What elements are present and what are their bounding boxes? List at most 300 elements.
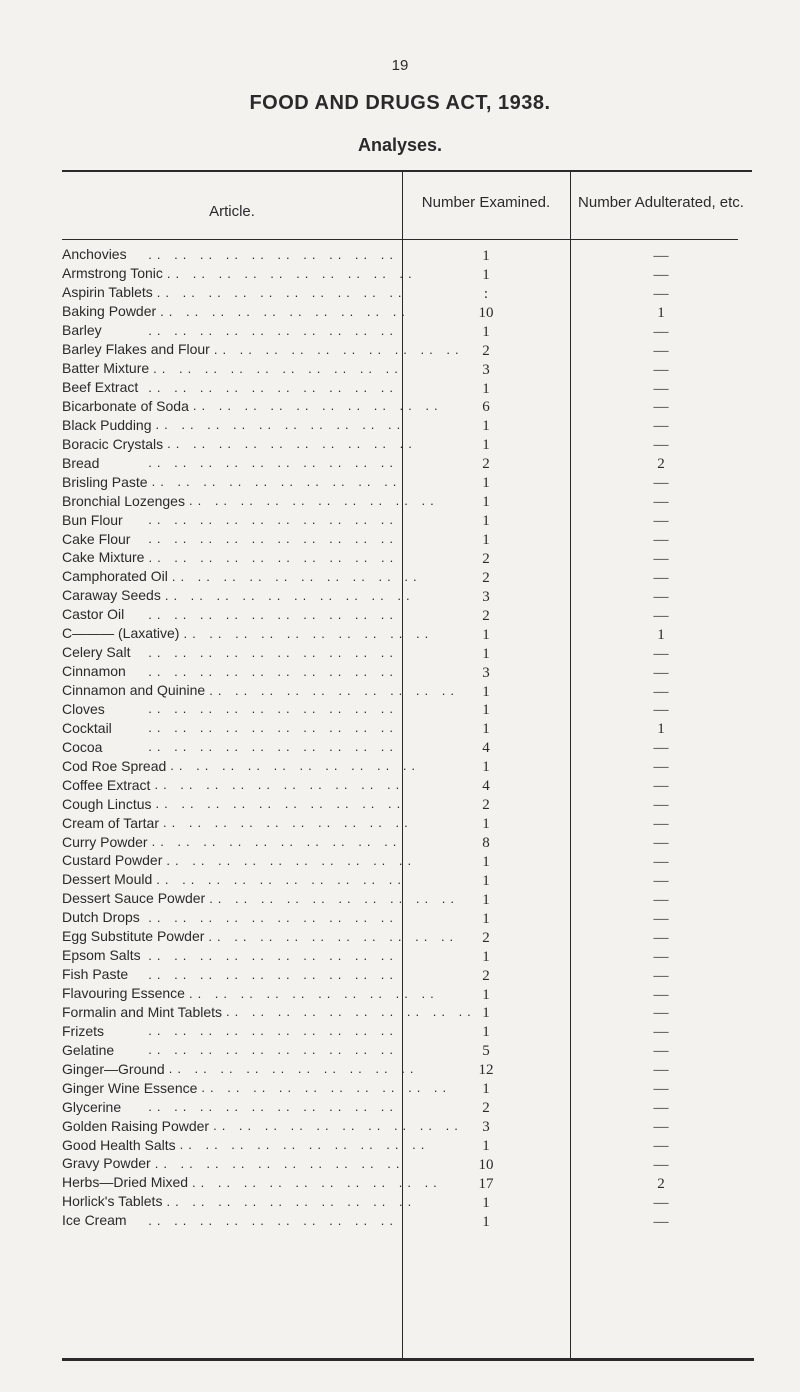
- number-examined-cell: 8: [482, 835, 490, 852]
- article-cell: [62, 681, 459, 700]
- article-name: Ginger—Ground: [62, 1061, 169, 1077]
- number-adulterated-cell: 1: [657, 721, 665, 738]
- dot-leader: .. .. .. .. .. .. .. .. .. ..: [213, 341, 464, 357]
- article-name: Dessert Mould: [62, 871, 156, 887]
- table-row: [62, 832, 754, 851]
- article-cell: [62, 302, 410, 321]
- number-examined-cell: 2: [482, 342, 490, 359]
- number-adulterated-cell: —: [653, 664, 669, 681]
- article-cell: [62, 415, 406, 434]
- number-examined-cell: 1: [482, 721, 490, 738]
- table-row: [62, 1135, 754, 1154]
- table-row: [62, 775, 754, 794]
- table-row: [62, 586, 754, 605]
- article-cell: [62, 378, 398, 397]
- number-adulterated-cell: —: [653, 986, 669, 1003]
- article-cell: [62, 359, 403, 378]
- number-adulterated-cell: —: [653, 1024, 669, 1041]
- number-adulterated-cell: —: [653, 1194, 669, 1211]
- table-row: [62, 946, 754, 965]
- article-name: Coffee Extract: [62, 777, 154, 793]
- table-row: [62, 737, 754, 756]
- table-row: [62, 264, 754, 283]
- number-adulterated-cell: —: [653, 702, 669, 719]
- number-adulterated-cell: —: [653, 588, 669, 605]
- table-row: [62, 434, 754, 453]
- number-examined-cell: 1: [482, 418, 490, 435]
- article-cell: [62, 1173, 442, 1192]
- number-examined-cell: 6: [482, 399, 490, 416]
- article-name: Fish Paste: [62, 966, 132, 982]
- number-examined-cell: 1: [482, 702, 490, 719]
- dot-leader: .. .. .. .. .. .. .. .. .. ..: [156, 871, 407, 887]
- dot-leader: .. .. .. .. .. .. .. .. .. ..: [153, 360, 403, 376]
- number-adulterated-cell: —: [653, 872, 669, 889]
- article-name: C——— (Laxative): [62, 625, 183, 641]
- table-row: [62, 1003, 754, 1022]
- dot-leader: .. .. .. .. .. .. .. .. .. ..: [166, 852, 417, 868]
- dot-leader: .. .. .. .. .. .. .. .. .. ..: [148, 947, 398, 963]
- article-cell: [62, 1003, 476, 1022]
- number-examined-cell: 1: [482, 380, 490, 397]
- article-name: Cloves: [62, 701, 109, 717]
- number-adulterated-cell: —: [653, 1119, 669, 1136]
- header-article: Article.: [209, 203, 255, 220]
- dot-leader: .. .. .. .. .. .. .. .. .. ..: [148, 455, 398, 471]
- article-name: Cake Mixture: [62, 549, 148, 565]
- table-row: [62, 321, 754, 340]
- table-row: [62, 1192, 754, 1211]
- table-row: [62, 870, 754, 889]
- article-name: Golden Raising Powder: [62, 1118, 213, 1134]
- article-cell: [62, 851, 417, 870]
- table-row: [62, 984, 754, 1003]
- table-row: [62, 965, 754, 984]
- number-adulterated-cell: —: [653, 835, 669, 852]
- number-examined-cell: 1: [482, 323, 490, 340]
- number-adulterated-cell: —: [653, 513, 669, 530]
- header-number-examined: Number Examined.: [421, 194, 551, 211]
- article-name: Cake Flour: [62, 531, 134, 547]
- dot-leader: .. .. .. .. .. .. .. .. .. ..: [188, 493, 439, 509]
- table-row: [62, 359, 754, 378]
- number-examined-cell: 5: [482, 1043, 490, 1060]
- article-name: Camphorated Oil: [62, 568, 172, 584]
- table-row: [62, 756, 754, 775]
- article-cell: [62, 340, 464, 359]
- article-cell: [62, 510, 398, 529]
- table-row: [62, 1021, 754, 1040]
- article-name: Boracic Crystals: [62, 436, 167, 452]
- article-cell: [62, 1192, 417, 1211]
- table-row: [62, 700, 754, 719]
- number-adulterated-cell: —: [653, 1005, 669, 1022]
- number-examined-cell: 2: [482, 569, 490, 586]
- article-name: Aspirin Tablets: [62, 284, 157, 300]
- article-cell: [62, 1211, 398, 1230]
- number-examined-cell: 1: [482, 475, 490, 492]
- number-adulterated-cell: —: [653, 1213, 669, 1230]
- dot-leader: .. .. .. .. .. .. .. .. .. ..: [163, 815, 413, 831]
- dot-leader: .. .. .. .. .. .. .. .. .. ..: [148, 606, 398, 622]
- dot-leader: .. .. .. .. .. .. .. .. .. ..: [213, 1118, 463, 1134]
- article-cell: [62, 434, 417, 453]
- article-cell: [62, 624, 434, 643]
- dot-leader: .. .. .. .. .. .. .. .. .. ..: [188, 985, 439, 1001]
- number-examined-cell: 10: [478, 1156, 494, 1173]
- table-header-rule: [62, 239, 738, 240]
- number-adulterated-cell: —: [653, 323, 669, 340]
- number-adulterated-cell: 2: [657, 1175, 665, 1192]
- article-name: Anchovies: [62, 246, 131, 262]
- table-row: [62, 548, 754, 567]
- number-examined-cell: 12: [478, 1062, 494, 1079]
- number-examined-cell: 1: [482, 1138, 490, 1155]
- article-cell: [62, 283, 407, 302]
- number-adulterated-cell: —: [653, 550, 669, 567]
- number-examined-cell: 1: [482, 437, 490, 454]
- article-name: Custard Powder: [62, 852, 166, 868]
- dot-leader: .. .. .. .. .. .. .. .. .. ..: [148, 909, 398, 925]
- number-adulterated-cell: —: [653, 342, 669, 359]
- article-name: Cocoa: [62, 739, 106, 755]
- article-cell: [62, 397, 443, 416]
- article-name: Beef Extract: [62, 379, 142, 395]
- article-cell: [62, 491, 439, 510]
- number-examined-cell: 2: [482, 929, 490, 946]
- dot-leader: .. .. .. .. .. .. .. .. .. ..: [148, 701, 398, 717]
- table-row: [62, 662, 754, 681]
- number-adulterated-cell: —: [653, 475, 669, 492]
- article-name: Horlick's Tablets: [62, 1193, 166, 1209]
- dot-leader: .. .. .. .. .. .. .. .. .. ..: [151, 834, 402, 850]
- table-caption: Analyses.: [357, 135, 443, 155]
- table-row: [62, 908, 754, 927]
- article-cell: [62, 1154, 405, 1173]
- number-examined-cell: 1: [482, 532, 490, 549]
- table-row: [62, 1173, 754, 1192]
- number-examined-cell: 1: [482, 513, 490, 530]
- table-row: [62, 567, 754, 586]
- article-cell: [62, 472, 402, 491]
- dot-leader: .. .. .. .. .. .. .. .. .. ..: [155, 417, 406, 433]
- number-examined-cell: 3: [482, 588, 490, 605]
- dot-leader: .. .. .. .. .. .. .. .. .. ..: [209, 890, 459, 906]
- article-name: Egg Substitute Powder: [62, 928, 208, 944]
- number-adulterated-cell: —: [653, 361, 669, 378]
- article-name: Cocktail: [62, 720, 116, 736]
- dot-leader: .. .. .. .. .. .. .. .. .. ..: [183, 625, 434, 641]
- article-cell: [62, 453, 398, 472]
- dot-leader: .. .. .. .. .. .. .. .. .. ..: [209, 682, 459, 698]
- article-cell: [62, 1021, 398, 1040]
- article-name: Cinnamon and Quinine: [62, 682, 209, 698]
- table-row: [62, 510, 754, 529]
- number-adulterated-cell: 2: [657, 456, 665, 473]
- article-name: Bun Flour: [62, 512, 127, 528]
- table-bottom-rule: [62, 1358, 754, 1361]
- table-row: [62, 302, 754, 321]
- article-name: Cinnamon: [62, 663, 130, 679]
- article-cell: [62, 321, 398, 340]
- number-examined-cell: 1: [482, 1194, 490, 1211]
- table-row: [62, 605, 754, 624]
- number-examined-cell: 3: [482, 1119, 490, 1136]
- article-name: Cough Linctus: [62, 796, 156, 812]
- number-adulterated-cell: —: [653, 247, 669, 264]
- dot-leader: .. .. .. .. .. .. .. .. .. ..: [151, 474, 402, 490]
- dot-leader: .. .. .. .. .. .. .. .. .. ..: [148, 1212, 398, 1228]
- number-examined-cell: 1: [482, 1081, 490, 1098]
- number-examined-cell: 2: [482, 1100, 490, 1117]
- dot-leader: .. .. .. .. .. .. .. .. .. ..: [179, 1137, 430, 1153]
- table-row: [62, 1211, 754, 1230]
- table-row: [62, 340, 754, 359]
- dot-leader: .. .. .. .. .. .. .. .. .. ..: [201, 1080, 452, 1096]
- article-name: Curry Powder: [62, 834, 152, 850]
- article-cell: [62, 737, 398, 756]
- table-row: [62, 794, 754, 813]
- article-cell: [62, 908, 398, 927]
- article-name: Epsom Salts: [62, 947, 145, 963]
- article-cell: [62, 662, 398, 681]
- dot-leader: .. .. .. .. .. .. .. .. .. ..: [192, 398, 443, 414]
- number-examined-cell: 1: [482, 247, 490, 264]
- number-examined-cell: 1: [482, 986, 490, 1003]
- dot-leader: .. .. .. .. .. .. .. .. .. ..: [226, 1004, 476, 1020]
- table-row: [62, 529, 754, 548]
- number-adulterated-cell: —: [653, 532, 669, 549]
- table-row: [62, 813, 754, 832]
- number-adulterated-cell: —: [653, 607, 669, 624]
- article-name: Frizets: [62, 1023, 108, 1039]
- table-row: [62, 378, 754, 397]
- table-row: [62, 927, 754, 946]
- dot-leader: .. .. .. .. .. .. .. .. .. ..: [156, 284, 407, 300]
- article-name: Castor Oil: [62, 606, 128, 622]
- table-row: [62, 1116, 754, 1135]
- article-name: Bicarbonate of Soda: [62, 398, 193, 414]
- number-adulterated-cell: 1: [657, 626, 665, 643]
- number-adulterated-cell: —: [653, 797, 669, 814]
- article-cell: [62, 1135, 430, 1154]
- number-adulterated-cell: —: [653, 437, 669, 454]
- article-name: Black Pudding: [62, 417, 156, 433]
- dot-leader: .. .. .. .. .. .. .. .. .. ..: [148, 966, 398, 982]
- dot-leader: .. .. .. .. .. .. .. .. .. ..: [208, 928, 459, 944]
- dot-leader: .. .. .. .. .. .. .. .. .. ..: [154, 777, 405, 793]
- dot-leader: .. .. .. .. .. .. .. .. .. ..: [148, 322, 398, 338]
- table-row: [62, 472, 754, 491]
- number-adulterated-cell: —: [653, 929, 669, 946]
- article-cell: [62, 1078, 452, 1097]
- number-adulterated-cell: —: [653, 1081, 669, 1098]
- table-row: [62, 397, 754, 416]
- article-cell: [62, 718, 398, 737]
- number-examined-cell: 10: [478, 304, 494, 321]
- dot-leader: .. .. .. .. .. .. .. .. .. ..: [148, 531, 398, 547]
- header-number-adulterated: Number Adulterated, etc.: [578, 194, 744, 211]
- number-examined-cell: :: [483, 285, 489, 302]
- article-name: Celery Salt: [62, 644, 134, 660]
- dot-leader: .. .. .. .. .. .. .. .. .. ..: [148, 644, 398, 660]
- article-cell: [62, 643, 398, 662]
- number-adulterated-cell: 1: [657, 304, 665, 321]
- article-name: Bronchial Lozenges: [62, 493, 189, 509]
- table-row: [62, 1154, 754, 1173]
- number-examined-cell: 4: [482, 740, 490, 757]
- article-cell: [62, 245, 398, 264]
- number-examined-cell: 1: [482, 816, 490, 833]
- number-adulterated-cell: —: [653, 910, 669, 927]
- page-title: FOOD AND DRUGS ACT, 1938.: [249, 92, 551, 114]
- number-examined-cell: 17: [478, 1175, 494, 1192]
- article-cell: [62, 889, 459, 908]
- number-examined-cell: 1: [482, 683, 490, 700]
- article-name: Ginger Wine Essence: [62, 1080, 201, 1096]
- number-examined-cell: 2: [482, 967, 490, 984]
- dot-leader: .. .. .. .. .. .. .. .. .. ..: [148, 720, 398, 736]
- number-adulterated-cell: —: [653, 1062, 669, 1079]
- article-cell: [62, 700, 398, 719]
- dot-leader: .. .. .. .. .. .. .. .. .. ..: [148, 663, 398, 679]
- number-adulterated-cell: —: [653, 778, 669, 795]
- number-adulterated-cell: —: [653, 891, 669, 908]
- article-cell: [62, 756, 421, 775]
- number-examined-cell: 1: [482, 266, 490, 283]
- table-row: [62, 624, 754, 643]
- number-examined-cell: 3: [482, 664, 490, 681]
- article-name: Barley Flakes and Flour: [62, 341, 214, 357]
- article-cell: [62, 264, 417, 283]
- table-row: [62, 851, 754, 870]
- article-cell: [62, 1097, 398, 1116]
- article-cell: [62, 870, 407, 889]
- dot-leader: .. .. .. .. .. .. .. .. .. ..: [170, 758, 421, 774]
- number-examined-cell: 1: [482, 853, 490, 870]
- number-adulterated-cell: —: [653, 1100, 669, 1117]
- number-examined-cell: 1: [482, 891, 490, 908]
- article-cell: [62, 548, 398, 567]
- table-row: [62, 681, 754, 700]
- number-examined-cell: 4: [482, 778, 490, 795]
- article-name: Baking Powder: [62, 303, 160, 319]
- number-adulterated-cell: —: [653, 569, 669, 586]
- number-adulterated-cell: —: [653, 683, 669, 700]
- number-examined-cell: 1: [482, 1213, 490, 1230]
- article-cell: [62, 586, 415, 605]
- table-row: [62, 889, 754, 908]
- number-examined-cell: 2: [482, 456, 490, 473]
- article-name: Gravy Powder: [62, 1155, 155, 1171]
- number-adulterated-cell: —: [653, 967, 669, 984]
- number-adulterated-cell: —: [653, 380, 669, 397]
- article-name: Dutch Drops: [62, 909, 144, 925]
- article-name: Caraway Seeds: [62, 587, 165, 603]
- number-adulterated-cell: —: [653, 285, 669, 302]
- dot-leader: .. .. .. .. .. .. .. .. .. ..: [148, 1099, 398, 1115]
- dot-leader: .. .. .. .. .. .. .. .. .. ..: [148, 549, 399, 565]
- number-adulterated-cell: —: [653, 740, 669, 757]
- article-cell: [62, 832, 402, 851]
- number-adulterated-cell: —: [653, 399, 669, 416]
- dot-leader: .. .. .. .. .. .. .. .. .. ..: [171, 568, 422, 584]
- table-row: [62, 491, 754, 510]
- dot-leader: .. .. .. .. .. .. .. .. .. ..: [168, 1061, 419, 1077]
- dot-leader: .. .. .. .. .. .. .. .. .. ..: [148, 1023, 398, 1039]
- number-adulterated-cell: —: [653, 1138, 669, 1155]
- number-examined-cell: 1: [482, 1005, 490, 1022]
- number-adulterated-cell: —: [653, 1043, 669, 1060]
- article-name: Ice Cream: [62, 1212, 131, 1228]
- number-adulterated-cell: —: [653, 418, 669, 435]
- dot-leader: .. .. .. .. .. .. .. .. .. ..: [166, 1193, 417, 1209]
- table-row: [62, 283, 754, 302]
- dot-leader: .. .. .. .. .. .. .. .. .. ..: [148, 379, 398, 395]
- article-cell: [62, 529, 398, 548]
- table-row: [62, 643, 754, 662]
- dot-leader: .. .. .. .. .. .. .. .. .. ..: [192, 1174, 442, 1190]
- table-row: [62, 415, 754, 434]
- dot-leader: .. .. .. .. .. .. .. .. .. ..: [148, 246, 398, 262]
- number-adulterated-cell: —: [653, 645, 669, 662]
- table-row: [62, 718, 754, 737]
- table-row: [62, 1059, 754, 1078]
- dot-leader: .. .. .. .. .. .. .. .. .. ..: [148, 739, 398, 755]
- dot-leader: .. .. .. .. .. .. .. .. .. ..: [164, 587, 415, 603]
- article-cell: [62, 984, 439, 1003]
- analyses-table-body: [62, 245, 754, 1230]
- article-name: Bread: [62, 455, 103, 471]
- number-examined-cell: 1: [482, 494, 490, 511]
- number-examined-cell: 2: [482, 550, 490, 567]
- article-cell: [62, 794, 406, 813]
- article-name: Glycerine: [62, 1099, 125, 1115]
- article-name: Armstrong Tonic: [62, 265, 167, 281]
- dot-leader: .. .. .. .. .. .. .. .. .. ..: [154, 1155, 405, 1171]
- table-row: [62, 1078, 754, 1097]
- dot-leader: .. .. .. .. .. .. .. .. .. ..: [167, 436, 417, 452]
- number-examined-cell: 1: [482, 759, 490, 776]
- article-name: Herbs—Dried Mixed: [62, 1174, 192, 1190]
- article-name: Flavouring Essence: [62, 985, 189, 1001]
- number-adulterated-cell: —: [653, 948, 669, 965]
- table-top-rule: [62, 170, 752, 172]
- article-cell: [62, 605, 398, 624]
- number-examined-cell: 1: [482, 645, 490, 662]
- article-name: Gelatine: [62, 1042, 118, 1058]
- article-name: Good Health Salts: [62, 1137, 180, 1153]
- article-name: Barley: [62, 322, 106, 338]
- dot-leader: .. .. .. .. .. .. .. .. .. ..: [166, 265, 417, 281]
- number-adulterated-cell: —: [653, 853, 669, 870]
- article-cell: [62, 1040, 398, 1059]
- article-cell: [62, 567, 422, 586]
- number-adulterated-cell: —: [653, 1156, 669, 1173]
- number-examined-cell: 1: [482, 626, 490, 643]
- number-examined-cell: 1: [482, 872, 490, 889]
- dot-leader: .. .. .. .. .. .. .. .. .. ..: [160, 303, 410, 319]
- number-examined-cell: 1: [482, 910, 490, 927]
- article-name: Dessert Sauce Powder: [62, 890, 209, 906]
- article-cell: [62, 927, 459, 946]
- page-number: 19: [391, 57, 409, 74]
- table-row: [62, 245, 754, 264]
- article-cell: [62, 775, 405, 794]
- table-row: [62, 1097, 754, 1116]
- table-row: [62, 1040, 754, 1059]
- number-adulterated-cell: —: [653, 816, 669, 833]
